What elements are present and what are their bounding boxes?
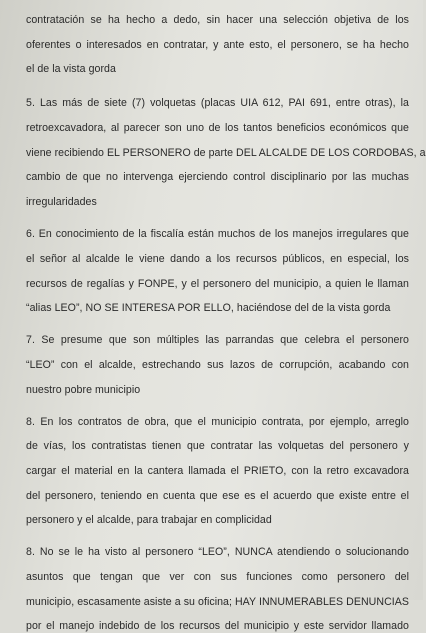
text-line: viene recibiendo EL PERSONERO de parte DEL ALCALDE DE LOS CORDOBAS, a xyxy=(26,146,426,159)
paragraph-item-8-contratos xyxy=(26,416,409,528)
text-line: del personero, teniendo en cuenta que ese es el acuerdo que existe entre el xyxy=(26,489,409,502)
text-line: el de la vista gorda xyxy=(26,63,116,76)
text-line: recursos de regalías y FONPE, y el personero del municipio, a quien le llaman xyxy=(26,277,409,290)
text-line: “LEO” con el alcalde, estrechando sus lazos de corrupción, acabando con xyxy=(26,358,409,371)
paragraph-contratacion xyxy=(26,14,409,76)
text-line: personero y el alcalde, para trabajar en complicidad xyxy=(26,514,272,527)
text-line: oferentes o interesados en contratar, y ante esto, el personero, se ha hecho xyxy=(26,38,409,51)
text-line: 8. En los contratos de obra, que el municipio contrata, por ejemplo, arreglo xyxy=(26,415,409,428)
text-line: asuntos que tengan que ver con sus funciones como personero del xyxy=(26,571,409,583)
text-line: retroexcavadora, al parecer son uno de los tantos beneficios económicos que xyxy=(26,122,409,135)
paragraph-item-8-personero xyxy=(26,546,409,633)
text-line: 8. No se le ha visto al personero “LEO”, NUNCA atendiendo o solucionando xyxy=(26,546,409,559)
text-line: cargar el material en la cantera llamada el PRIETO, con la retro excavadora xyxy=(26,464,409,477)
text-line: 7. Se presume que son múltiples las parrandas que celebra el personero xyxy=(26,334,409,347)
text-line: irregularidades xyxy=(26,196,97,209)
paragraph-item-5 xyxy=(26,97,426,209)
text-line: 5. Las más de siete (7) volquetas (placas UIA 612, PAI 691, entre otras), la xyxy=(26,97,409,110)
text-line: de vías, los contratistas tienen que contratar las volquetas del personero y xyxy=(26,440,409,453)
text-line: el señor al alcalde le viene dando a los recursos públicos, en especial, los xyxy=(26,252,409,265)
text-line: nuestro pobre municipio xyxy=(26,383,141,396)
text-line: cambio de que no intervenga ejerciendo control disciplinario por las muchas xyxy=(26,171,409,184)
text-line: municipio, escasamente asiste a su oficina; HAY INNUMERABLES DENUNCIAS xyxy=(26,595,409,608)
text-line: 6. En conocimiento de la fiscalía están muchos de los manejos irregulares que xyxy=(26,228,409,241)
paragraph-item-7 xyxy=(26,334,409,396)
text-line: “alias LEO”, NO SE INTERESA POR ELLO, haciéndose del de la vista gorda xyxy=(26,302,391,315)
text-line: contratación se ha hecho a dedo, sin hacer una selección objetiva de los xyxy=(26,14,409,26)
paragraph-item-6 xyxy=(26,228,409,315)
text-line: por el manejo indebido de los recursos del municipio y este servidor llamado xyxy=(26,620,409,633)
